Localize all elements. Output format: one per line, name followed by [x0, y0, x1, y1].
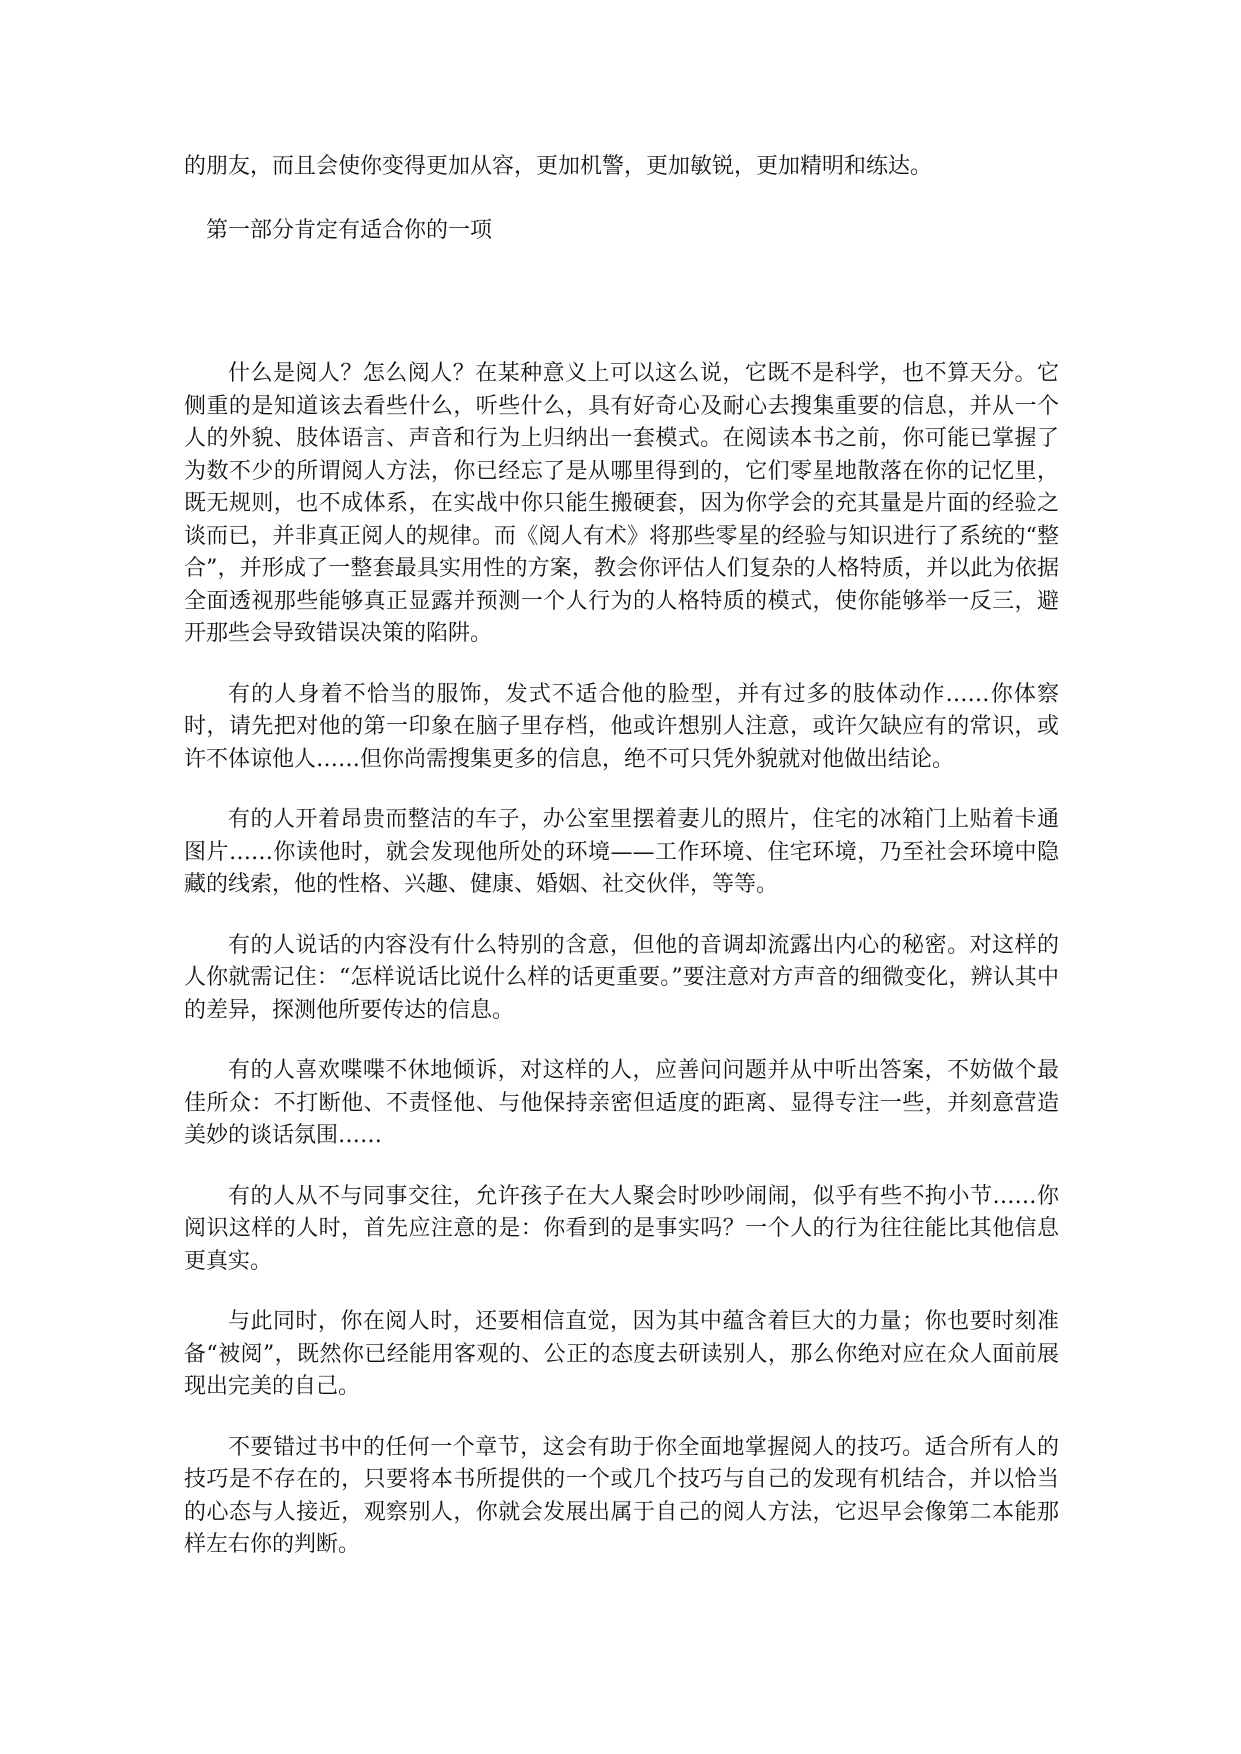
paragraph-8: 不要错过书中的任何一个章节，这会有助于你全面地掌握阅人的技巧。适合所有人的技巧是不存在的，只要将本书所提供的一个或几个技巧与自己的发现有机结合，并以恰当的心态与人接近，观察别人，你就会发展出属于自己的阅人方法，它迟早会像第二本能那样左右你的判断。	[184, 1434, 1059, 1557]
document-page	[184, 150, 1059, 1562]
opening-line: 的朋友，而且会使你变得更加从容，更加机警，更加敏锐，更加精明和练达。	[184, 154, 933, 179]
paragraph-6: 有的人从不与同事交往，允许孩子在大人聚会时吵吵闹闹，似乎有些不拘小节……你阅识这样的人时，首先应注意的是：你看到的是事实吗？一个人的行为往往能比其他信息更真实。	[184, 1183, 1059, 1274]
paragraph-7: 与此同时，你在阅人时，还要相信直觉，因为其中蕴含着巨大的力量；你也要时刻准备“被阅”，既然你已经能用客观的、公正的态度去研读别人，那么你绝对应在众人面前展现出完美的自己。	[184, 1309, 1059, 1399]
paragraph-2: 有的人身着不恰当的服饰，发式不适合他的脸型，并有过多的肢体动作……你体察时，请先把对他的第一印象在脑子里存档，他或许想别人注意，或许欠缺应有的常识，或许不体谅他人……但你尚需搜集更多的信息，绝不可只凭外貌就对他做出结论。	[184, 681, 1059, 772]
section-title: 第一部分肯定有适合你的一项	[206, 218, 493, 243]
paragraph-4: 有的人说话的内容没有什么特别的含意，但他的音调却流露出内心的秘密。对这样的人你就需记住：“怎样说话比说什么样的话更重要。”要注意对方声音的细微变化，辨认其中的差异，探测他所要传达的信息。	[184, 932, 1059, 1023]
paragraph-3: 有的人开着昂贵而整洁的车子，办公室里摆着妻儿的照片，住宅的冰箱门上贴着卡通图片……你读他时，就会发现他所处的环境——工作环境、住宅环境，乃至社会环境中隐藏的线索，他的性格、兴趣、健康、婚姻、社交伙伴，等等。	[184, 807, 1059, 897]
paragraph-5: 有的人喜欢喋喋不休地倾诉，对这样的人，应善问问题并从中听出答案，不妨做个最佳所众：不打断他、不责怪他、与他保持亲密但适度的距离、显得专注一些，并刻意营造美妙的谈话氛围……	[184, 1058, 1059, 1148]
paragraph-1: 什么是阅人？怎么阅人？在某种意义上可以这么说，它既不是科学，也不算天分。它侧重的是知道该去看些什么，听些什么，具有好奇心及耐心去搜集重要的信息，并从一个人的外貌、肢体语言、声音和行为上归纳出一套模式。在阅读本书之前，你可能已掌握了为数不少的所谓阅人方法，你已经忘了是从哪里得到的，它们零星地散落在你的记忆里，既无规则，也不成体系，在实战中你只能生搬硬套，因为你学会的充其量是片面的经验之谈而已，并非真正阅人的规律。而《阅人有术》将那些零星的经验与知识进行了系统的“整合”，并形成了一整套最具实用性的方案，教会你评估人们复杂的人格特质，并以此为依据全面透视那些能够真正显露并预测一个人行为的人格特质的模式，使你能够举一反三，避开那些会导致错误决策的陷阱。	[184, 361, 1059, 646]
